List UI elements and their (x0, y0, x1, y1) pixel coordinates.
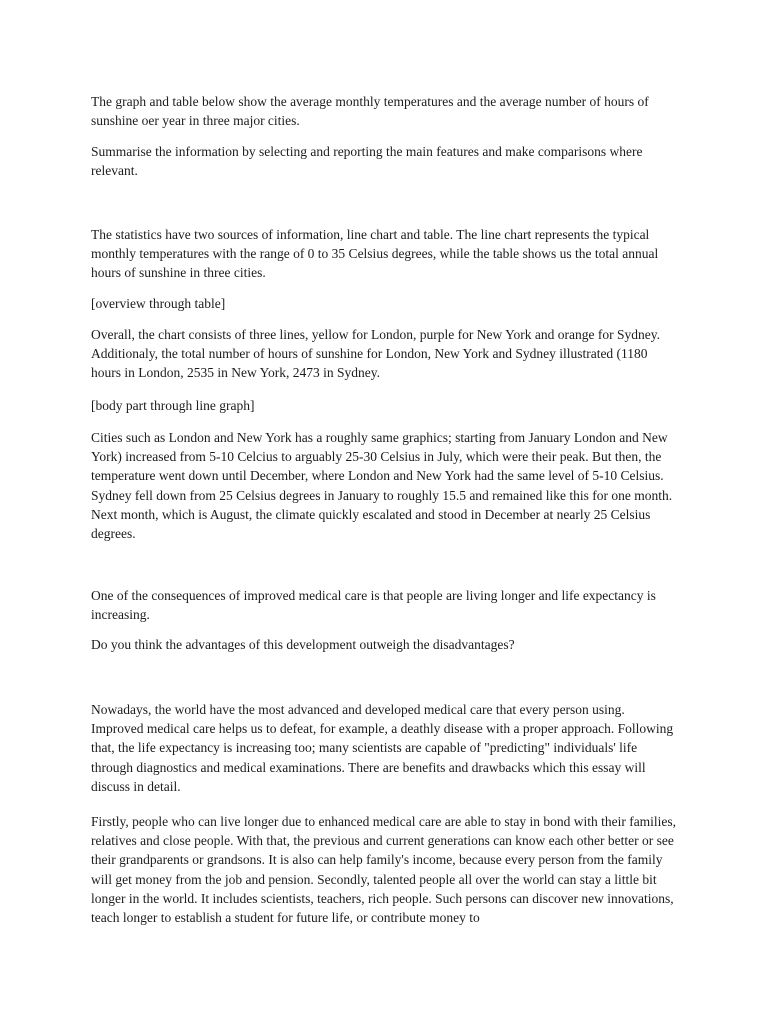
task1-instruction: Summarise the information by selecting and reporting the main features and make comparisons where relevant. (91, 144, 643, 179)
body-paragraph: Cities such as London and New York has a roughly same graphics; starting from January London and New York) increased from 5-10 Celcius to arguably 25-30 Celsius in July, which were their peak. But then, the temperature went down until December, where London and New York had the same level of 5-10 Celsius. Sydney fell down from 25 Celsius degrees in January to roughly 15.5 and remained like this for one month. Next month, which is August, the climate quickly escalated and stood in December at nearly 25 Celsius degrees. (91, 430, 673, 542)
task1-prompt: The graph and table below show the average monthly temperatures and the average number of hours of sunshine oer year in three major cities. (91, 94, 649, 129)
essay2-intro-paragraph: Nowadays, the world have the most advanced and developed medical care that every person using. Improved medical care helps us to defeat, for example, a deathly disease with a proper approach. Following that, the life expectancy is increasing too; many scientists are capable of "predicting" individuals' life through diagnostics and medical examinations. There are benefits and drawbacks which this essay will discuss in detail. (91, 702, 674, 794)
overview-paragraph: Overall, the chart consists of three lines, yellow for London, purple for New York and orange for Sydney. Additionaly, the total number of hours of sunshine for London, New York and Sydney illustrated (1180 hours in London, 2535 in New York, 2473 in Sydney. (91, 327, 660, 381)
essay1-intro-paragraph: The statistics have two sources of information, line chart and table. The line chart represents the typical monthly temperatures with the range of 0 to 35 Celsius degrees, while the table shows us the total annual hours of sunshine in three cities. (91, 227, 659, 281)
task2-question: Do you think the advantages of this development outweigh the disadvantages? (91, 637, 515, 652)
task2-prompt: One of the consequences of improved medical care is that people are living longer and life expectancy is increasing. (91, 588, 656, 623)
essay2-body-paragraph: Firstly, people who can live longer due to enhanced medical care are able to stay in bond with their families, relatives and close people. With that, the previous and current generations can know each other better or see their grandparents or grandsons. It is also can help family's income, because every person from the family will get money from the job and pension. Secondly, talented people all over the world can stay a little bit longer in the world. It includes scientists, teachers, rich people. Such persons can discover new innovations, teach longer to establish a student for future life, or contribute money to (91, 814, 677, 926)
overview-heading: [overview through table] (91, 296, 226, 311)
body-heading: [body part through line graph] (91, 398, 255, 413)
